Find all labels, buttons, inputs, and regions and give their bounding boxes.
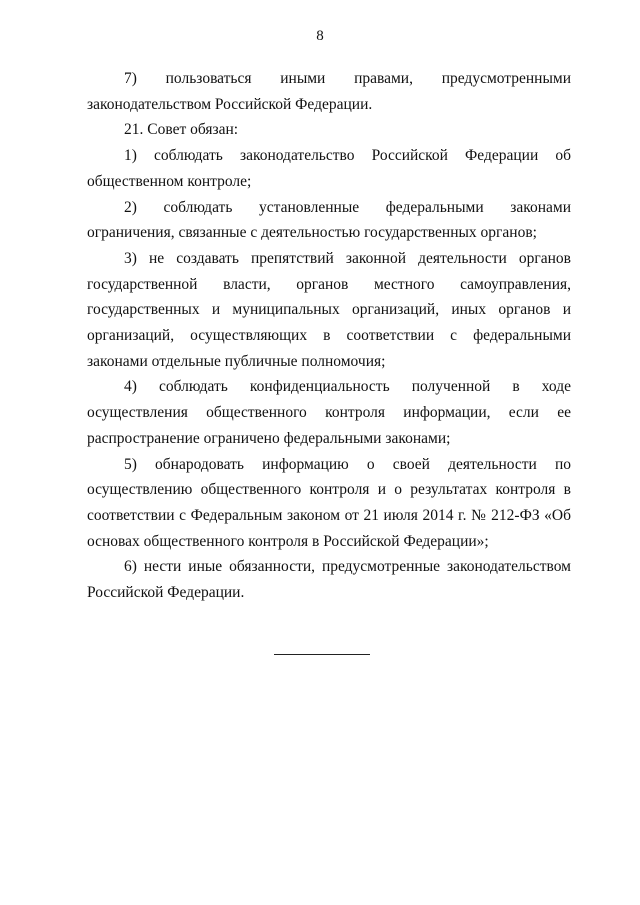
page-number: 8	[316, 28, 324, 44]
paragraph-item-3: 3) не создавать препятствий законной деятельности органов государственной власти, органов местного самоуправления, государственных и муниципальных организаций, иных органов и организаций, осуществляющих в соответствии с федеральными законами отдельные публичные полномочия;	[87, 249, 571, 370]
paragraph-item-4: 4) соблюдать конфиденциальность полученной в ходе осуществления общественного контроля информации, если ее распространение ограничено федеральными законами;	[87, 378, 571, 447]
paragraph-item-2: 2) соблюдать установленные федеральными законами ограничения, связанные с деятельностью государственных органов;	[87, 198, 571, 242]
paragraph-item-6: 6) нести иные обязанности, предусмотренные законодательством Российской Федерации.	[87, 558, 571, 602]
paragraph-item-1: 1) соблюдать законодательство Российской Федерации об общественном контроле;	[87, 147, 571, 190]
paragraph-item-5: 5) обнародовать информацию о своей деятельности по осуществлению общественного контроля и о результатах контроля в соответствии с Федеральным законом от 21 июля 2014 г. № 212-ФЗ «Об основах общественного контроля в Российской Федерации»;	[87, 455, 571, 550]
paragraph-section-21: 21. Совет обязан:	[124, 121, 239, 139]
end-separator-line	[274, 654, 370, 655]
document-body	[87, 66, 571, 606]
paragraph-item-7: 7) пользоваться иными правами, предусмотренными законодательством Российской Федерации.	[87, 70, 571, 113]
